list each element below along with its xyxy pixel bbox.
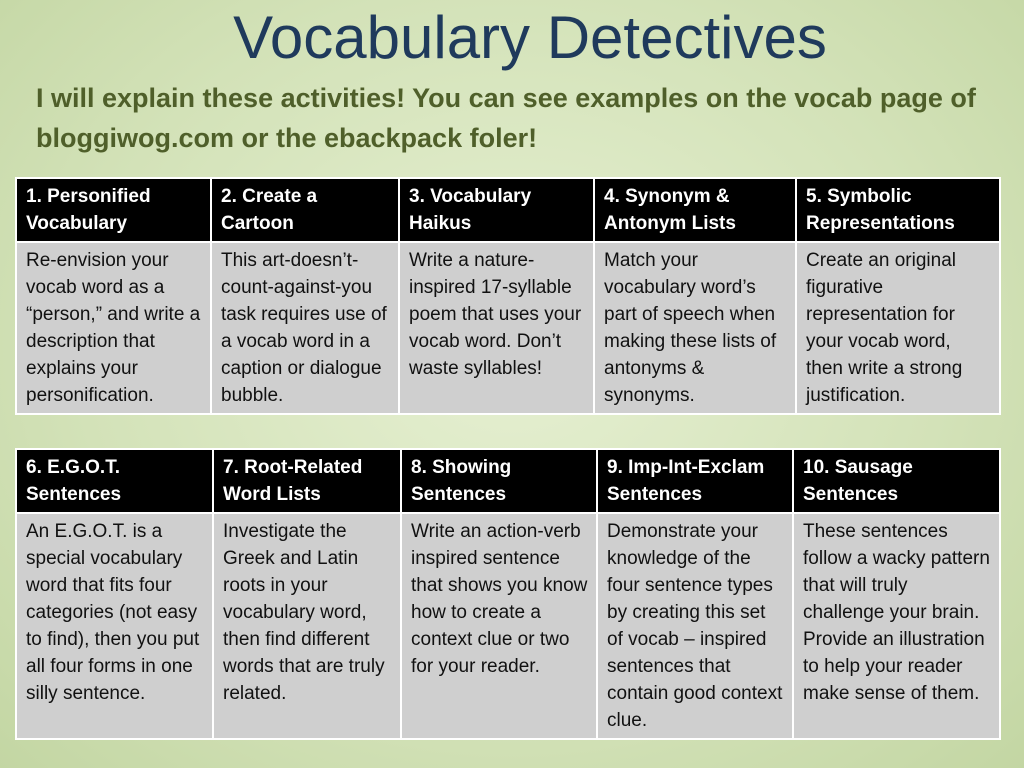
activity-description-4: Match your vocabulary word’s part of speech when making these lists of antonyms & synonyms.: [594, 242, 796, 414]
table-header-row: [16, 449, 1000, 513]
activity-description-8: Write an action-verb inspired sentence that shows you know how to create a context clue or two for your reader.: [401, 513, 597, 739]
activity-header-2: 2. Create a Cartoon: [211, 178, 399, 242]
table-row: [16, 242, 1000, 414]
activity-description-5: Create an original figurative representation for your vocab word, then write a strong justification.: [796, 242, 1000, 414]
activity-header-5: 5. Symbolic Representations: [796, 178, 1000, 242]
activities-table-1: [15, 177, 1001, 415]
activity-description-9: Demonstrate your knowledge of the four sentence types by creating this set of vocab – inspired sentences that contain good context clue.: [597, 513, 793, 739]
activity-header-6: 6. E.G.O.T. Sentences: [16, 449, 213, 513]
activity-header-8: 8. Showing Sentences: [401, 449, 597, 513]
activities-table-2: [15, 448, 1001, 740]
activity-header-9: 9. Imp-Int-Exclam Sentences: [597, 449, 793, 513]
activity-description-10: These sentences follow a wacky pattern that will truly challenge your brain. Provide an illustration to help your reader make sense of them.: [793, 513, 1000, 739]
activity-header-7: 7. Root-Related Word Lists: [213, 449, 401, 513]
activity-header-4: 4. Synonym & Antonym Lists: [594, 178, 796, 242]
slide-title: Vocabulary Detectives: [233, 4, 827, 71]
activity-header-3: 3. Vocabulary Haikus: [399, 178, 594, 242]
table-row: [16, 513, 1000, 739]
table-header-row: [16, 178, 1000, 242]
activity-header-10: 10. Sausage Sentences: [793, 449, 1000, 513]
activity-description-1: Re-envision your vocab word as a “person,” and write a description that explains your personification.: [16, 242, 211, 414]
activity-description-6: An E.G.O.T. is a special vocabulary word that fits four categories (not easy to find), then you put all four forms in one silly sentence.: [16, 513, 213, 739]
activity-header-1: 1. Personified Vocabulary: [16, 178, 211, 242]
activity-description-3: Write a nature-inspired 17-syllable poem that uses your vocab word. Don’t waste syllables!: [399, 242, 594, 414]
activity-description-7: Investigate the Greek and Latin roots in your vocabulary word, then find different words that are truly related.: [213, 513, 401, 739]
activity-description-2: This art-doesn’t-count-against-you task requires use of a vocab word in a caption or dialogue bubble.: [211, 242, 399, 414]
slide-subtitle: I will explain these activities! You can see examples on the vocab page of bloggiwog.com or the ebackpack foler!: [36, 83, 976, 153]
